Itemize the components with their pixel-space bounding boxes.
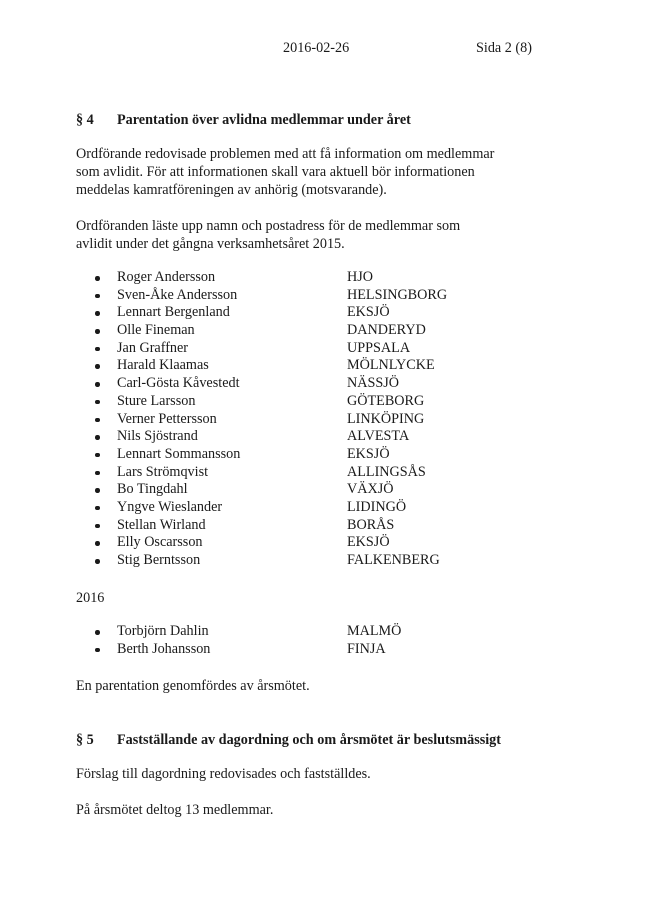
member-city: HJO — [347, 269, 374, 285]
bullet-icon — [95, 400, 100, 405]
section-5-title: Fastställande av dagordning och om årsmötet är beslutsmässigt — [117, 732, 501, 748]
bullet-icon — [95, 294, 100, 299]
member-name: Torbjörn Dahlin — [117, 623, 209, 639]
bullet-icon — [95, 488, 100, 493]
member-city: UPPSALA — [347, 339, 411, 356]
member-city: NÄSSJÖ — [347, 375, 400, 392]
bullet-icon — [95, 648, 100, 653]
paragraph-line: Ordföranden läste upp namn och postadress för de medlemmar som — [76, 218, 461, 234]
member-name: Olle Fineman — [117, 322, 195, 339]
bullet-icon — [95, 630, 100, 635]
document-date: 2016-02-26 — [283, 40, 350, 56]
year-2016-label: 2016 — [76, 590, 105, 606]
bullet-icon — [95, 418, 100, 423]
member-name: Roger Andersson — [117, 269, 216, 285]
member-name: Bo Tingdahl — [117, 481, 188, 498]
bullet-icon — [95, 453, 100, 458]
bullet-icon — [95, 471, 100, 476]
bullet-icon — [95, 506, 100, 511]
paragraph-line: som avlidit. För att informationen skall vara aktuell bör informationen — [76, 164, 475, 180]
member-city: DANDERYD — [347, 322, 426, 339]
section-5-line-1: Förslag till dagordning redovisades och fastställdes. — [76, 766, 371, 782]
member-name: Carl-Gösta Kåvestedt — [117, 375, 240, 392]
member-city: EKSJÖ — [347, 534, 390, 551]
section-4-title: Parentation över avlidna medlemmar under året — [117, 112, 411, 128]
member-name: Stellan Wirland — [117, 516, 206, 533]
section-4-closing: En parentation genomfördes av årsmötet. — [76, 678, 310, 694]
section-4-paragraph-1 — [76, 145, 536, 199]
member-city: HELSINGBORG — [347, 286, 448, 303]
bullet-icon — [95, 382, 100, 387]
member-city: FALKENBERG — [347, 552, 440, 568]
section-4-paragraph-2 — [76, 217, 536, 253]
member-name: Yngve Wieslander — [117, 498, 223, 515]
section-4-number: § 4 — [76, 112, 94, 128]
member-name: Verner Pettersson — [117, 410, 217, 427]
member-name: Harald Klaamas — [117, 357, 209, 374]
member-city: MALMÖ — [347, 623, 402, 639]
member-name: Lennart Sommansson — [117, 445, 241, 462]
section-5-line-2: På årsmötet deltog 13 medlemmar. — [76, 802, 274, 818]
member-city: VÄXJÖ — [347, 481, 394, 498]
member-name: Nils Sjöstrand — [117, 428, 198, 445]
paragraph-line: avlidit under det gångna verksamhetsåret 2015. — [76, 236, 345, 252]
bullet-icon — [95, 347, 100, 352]
member-name: Sture Larsson — [117, 392, 196, 409]
member-city: BORÅS — [347, 516, 395, 533]
member-city: EKSJÖ — [347, 445, 390, 462]
member-name: Stig Berntsson — [117, 552, 201, 568]
bullet-icon — [95, 311, 100, 316]
member-city: ALVESTA — [347, 428, 410, 445]
member-name: Elly Oscarsson — [117, 534, 203, 551]
bullet-icon — [95, 524, 100, 529]
member-city: ALLINGSÅS — [347, 463, 426, 480]
bullet-icon — [95, 541, 100, 546]
member-name: Lars Strömqvist — [117, 463, 209, 480]
bullet-icon — [95, 435, 100, 440]
bullet-icon — [95, 364, 100, 369]
bullet-icon — [95, 329, 100, 334]
member-name: Berth Johansson — [117, 640, 211, 657]
paragraph-line: meddelas kamratföreningen av anhörig (motsvarande). — [76, 182, 387, 198]
member-name: Jan Graffner — [117, 339, 189, 356]
section-5-number: § 5 — [76, 732, 94, 748]
member-name: Sven-Åke Andersson — [117, 286, 238, 303]
member-city: MÖLNLYCKE — [347, 357, 435, 374]
member-city: LINKÖPING — [347, 410, 425, 427]
paragraph-line: Ordförande redovisade problemen med att få information om medlemmar — [76, 146, 495, 162]
bullet-icon — [95, 276, 100, 281]
member-city: FINJA — [347, 640, 386, 657]
bullet-icon — [95, 559, 100, 564]
member-city: GÖTEBORG — [347, 392, 425, 409]
member-name: Lennart Bergenland — [117, 304, 230, 321]
page-number: Sida 2 (8) — [476, 40, 532, 56]
member-city: EKSJÖ — [347, 304, 390, 321]
member-city: LIDINGÖ — [347, 498, 407, 515]
